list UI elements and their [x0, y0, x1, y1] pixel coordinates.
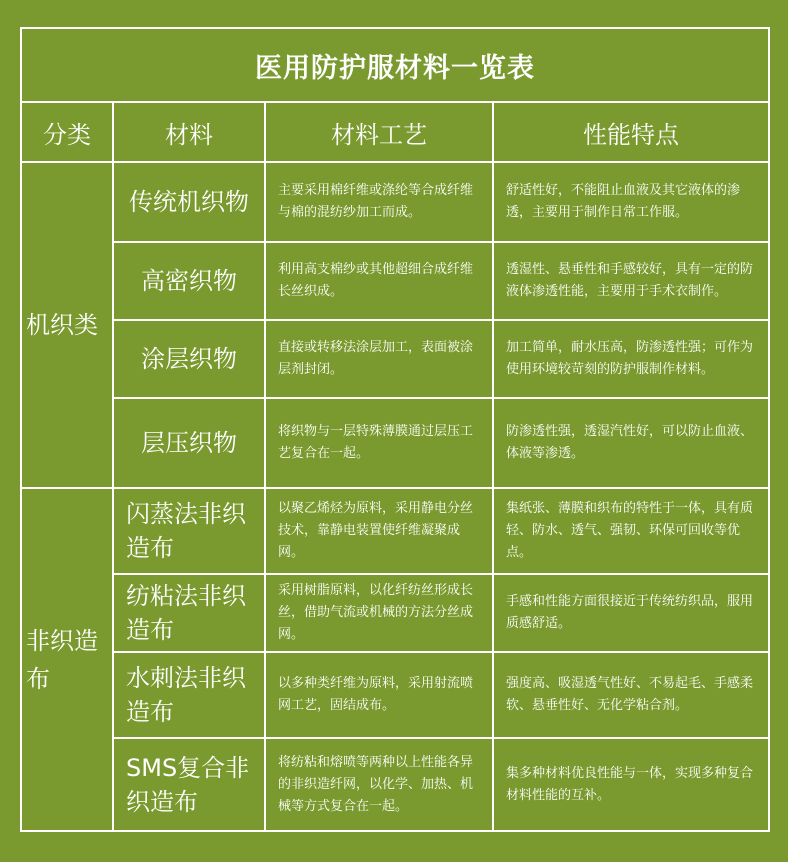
features-cell: 集纸张、薄膜和织布的特性于一体，具有质轻、防水、透气、强韧、环保可回收等优点。 [494, 489, 768, 575]
material-cell: SMS复合非织造布 [114, 739, 266, 830]
material-cell: 高密织物 [114, 243, 266, 321]
process-cell: 将织物与一层特殊薄膜通过层压工艺复合在一起。 [266, 399, 494, 489]
header-process: 材料工艺 [266, 103, 494, 163]
header-features: 性能特点 [494, 103, 768, 163]
features-cell: 手感和性能方面很接近于传统纺织品，服用质感舒适。 [494, 575, 768, 653]
process-cell: 以聚乙烯烃为原料，采用静电分丝技术，靠静电装置使纤维凝聚成网。 [266, 489, 494, 575]
process-cell: 将纺粘和熔喷等两种以上性能各异的非织造纤网，以化学、加热、机械等方式复合在一起。 [266, 739, 494, 830]
header-material: 材料 [114, 103, 266, 163]
process-cell: 利用高支棉纱或其他超细合成纤维长丝织成。 [266, 243, 494, 321]
material-cell: 传统机织物 [114, 163, 266, 243]
category-nonwoven-label: 非织造布 [26, 626, 98, 693]
material-cell: 涂层织物 [114, 321, 266, 399]
material-cell: 闪蒸法非织造布 [114, 489, 266, 575]
features-cell: 防渗透性强，透湿汽性好，可以防止血液、体液等渗透。 [494, 399, 768, 489]
process-cell: 直接或转移法涂层加工，表面被涂层剂封闭。 [266, 321, 494, 399]
features-cell: 舒适性好，不能阻止血液及其它液体的渗透，主要用于制作日常工作服。 [494, 163, 768, 243]
material-cell: 层压织物 [114, 399, 266, 489]
process-cell: 采用树脂原料，以化纤纺丝形成长丝，借助气流或机械的方法分丝成网。 [266, 575, 494, 653]
header-category: 分类 [22, 103, 114, 163]
category-nonwoven [22, 489, 114, 830]
features-cell: 透湿性、悬垂性和手感较好，具有一定的防液体渗透性能，主要用于手术衣制作。 [494, 243, 768, 321]
features-cell: 加工简单，耐水压高，防渗透性强；可作为使用环境较苛刻的防护服制作材料。 [494, 321, 768, 399]
process-cell: 以多种类纤维为原料，采用射流喷网工艺，固结成布。 [266, 653, 494, 739]
material-cell: 水刺法非织造布 [114, 653, 266, 739]
features-cell: 集多种材料优良性能与一体，实现多种复合材料性能的互补。 [506, 765, 754, 803]
category-woven: 机织类 [22, 163, 114, 489]
process-cell: 主要采用棉纤维或涤纶等合成纤维与棉的混纺纱加工而成。 [266, 163, 494, 243]
table-title: 医用防护服材料一览表 [22, 29, 768, 103]
features-cell: 强度高、吸湿透气性好、不易起毛、手感柔软、悬垂性好、无化学粘合剂。 [494, 653, 768, 739]
materials-table [20, 27, 770, 832]
material-cell: 纺粘法非织造布 [114, 575, 266, 653]
